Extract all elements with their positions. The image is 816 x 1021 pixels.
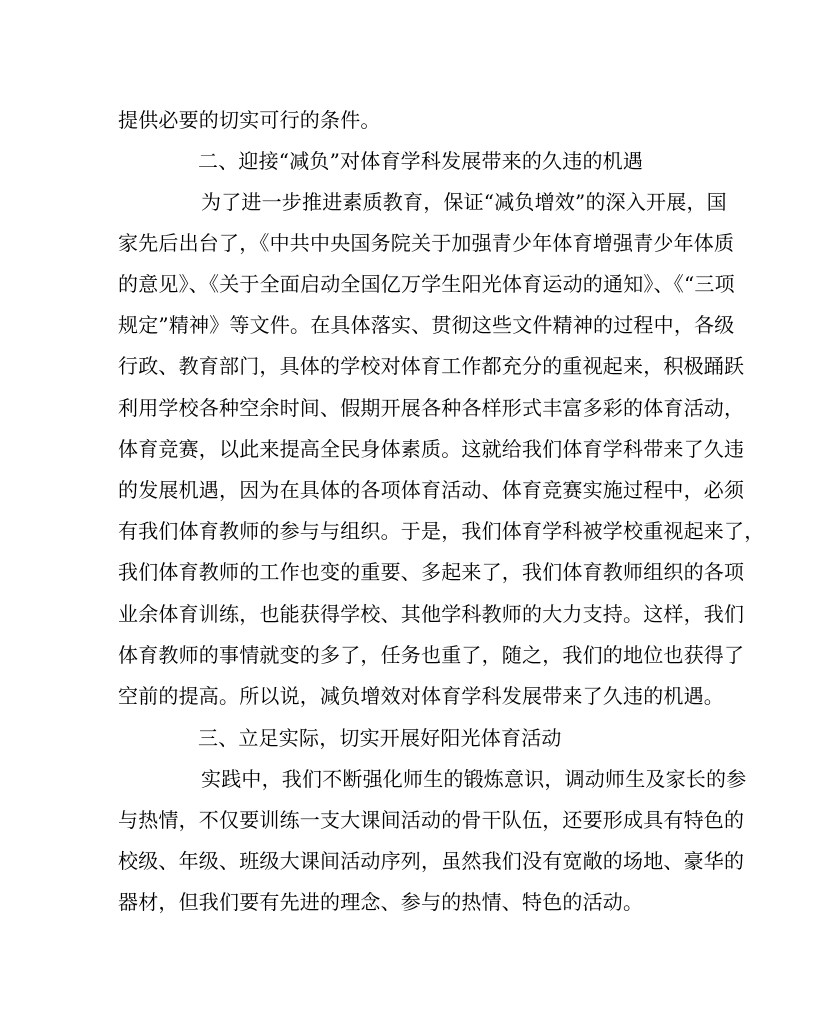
- body-line: 器材，但我们要有先进的理念、参与的热情、特色的活动。: [118, 890, 644, 914]
- body-line: 提供必要的切实可行的条件。: [118, 108, 381, 132]
- body-line: 我们体育教师的工作也变的重要、多起来了，我们体育教师组织的各项: [118, 560, 745, 584]
- body-line: 与热情，不仅要训练一支大课间活动的骨干队伍，还要形成具有特色的: [118, 808, 745, 832]
- body-line: 行政、教育部门，具体的学校对体育工作都充分的重视起来，积极踊跃: [118, 354, 745, 378]
- body-line: 的发展机遇，因为在具体的各项体育活动、体育竞赛实施过程中，必须: [118, 478, 745, 502]
- body-line: 校级、年级、班级大课间活动序列，虽然我们没有宽敞的场地、豪华的: [118, 849, 745, 873]
- body-line: 体育教师的事情就变的多了，任务也重了，随之，我们的地位也获得了: [118, 643, 745, 667]
- body-line: 利用学校各种空余时间、假期开展各种各样形式丰富多彩的体育活动，: [118, 396, 745, 420]
- body-line: 空前的提高。所以说，减负增效对体育学科发展带来了久违的机遇。: [118, 684, 724, 708]
- body-line: 家先后出台了，《中共中央国务院关于加强青少年体育增强青少年体质: [118, 231, 735, 255]
- body-line: 规定”精神》等文件。在具体落实、贯彻这些文件精神的过程中，各级: [118, 313, 735, 337]
- body-line: 为了进一步推进素质教育，保证“减负增效”的深入开展，国: [201, 190, 727, 214]
- body-line: 实践中，我们不断强化师生的锻炼意识，调动师生及家长的参: [201, 767, 747, 791]
- body-line: 有我们体育教师的参与与组织。于是，我们体育学科被学校重视起来了，: [118, 519, 765, 543]
- section-heading: 三、立足实际，切实开展好阳光体育活动: [198, 726, 562, 750]
- section-heading: 二、迎接“减负”对体育学科发展带来的久违的机遇: [198, 149, 644, 173]
- body-line: 体育竞赛，以此来提高全民身体素质。这就给我们体育学科带来了久违: [118, 437, 745, 461]
- body-line: 业余体育训练，也能获得学校、其他学科教师的大力支持。这样，我们: [118, 602, 745, 626]
- body-line: 的意见》、《关于全面启动全国亿万学生阳光体育运动的通知》、《“三项: [118, 272, 735, 296]
